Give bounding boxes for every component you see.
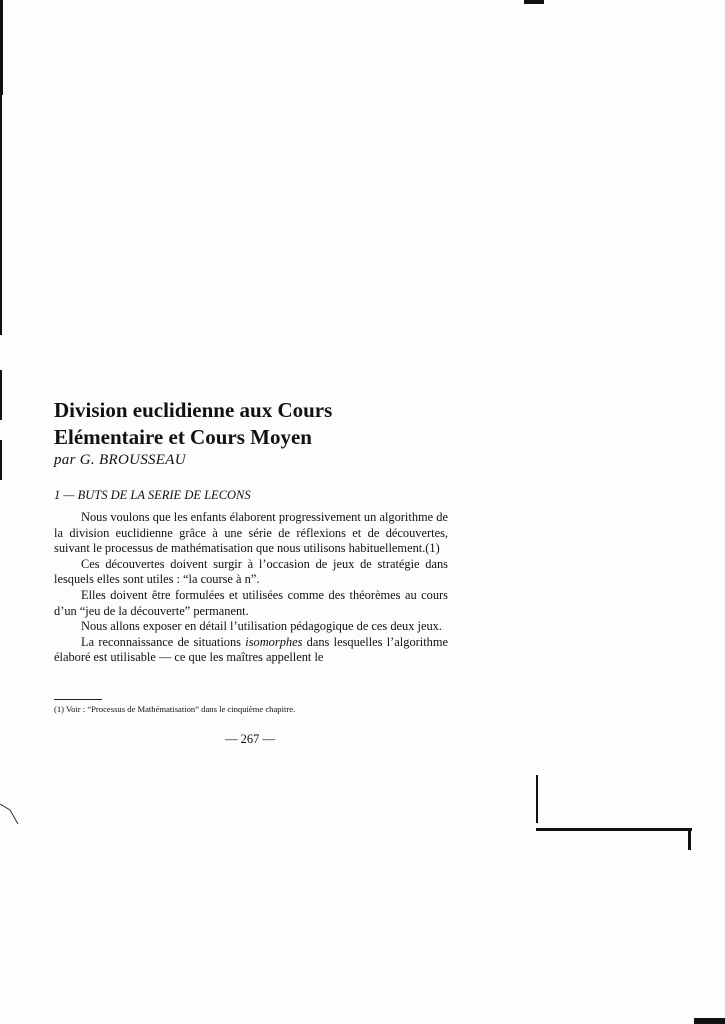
paragraph-2: Ces découvertes doivent surgir à l’occasion de jeux de stratégie dans lesquels elles sont utiles : “la course à n”. <box>54 556 448 587</box>
paragraph-5-emphasis: isomorphes <box>245 634 303 649</box>
scan-mark-bottom-left-lines <box>0 800 24 826</box>
footnote: (1) Voir : “Processus de Mathématisation” dans le cinquième chapitre. <box>54 704 296 714</box>
article-title <box>54 397 514 451</box>
scan-mark-bottom-right-bar <box>694 1018 725 1024</box>
scan-mark-right-horizontal <box>536 828 692 831</box>
page-number: — 267 — <box>225 732 275 746</box>
article-author: par G. BROUSSEAU <box>54 452 186 468</box>
paragraph-5 <box>54 635 448 666</box>
paragraph-3: Elles doivent être formulées et utilisées comme des théorèmes au cours d’un “jeu de la découverte” permanent. <box>54 587 448 618</box>
paragraph-5-text-before: La reconnaissance de situations <box>81 634 246 649</box>
section-body <box>54 510 448 666</box>
scan-mark-left-edge-middle <box>0 370 2 420</box>
section-heading: 1 — BUTS DE LA SERIE DE LECONS <box>54 488 251 502</box>
scan-mark-right-tick <box>688 828 691 850</box>
paragraph-5-text-after: dans lesquelles l’algorithme élaboré est utilisable — ce que les maîtres appellent le <box>54 634 448 665</box>
paragraph-1: Nous voulons que les enfants élaborent progressivement un algorithme de la division euclidienne grâce à une série de réflexions et de découvertes, suivant le processus de mathématisation que nous utilisons habituellement.(1) <box>54 510 448 556</box>
paragraph-4: Nous allons exposer en détail l’utilisation pédagogique de ces deux jeux. <box>81 619 442 634</box>
scan-mark-top-bar <box>524 0 544 4</box>
scan-mark-left-edge-upper <box>0 95 2 335</box>
scan-mark-left-edge-top <box>0 0 3 95</box>
article-title-line-2: Elémentaire et Cours Moyen <box>54 425 312 449</box>
scan-mark-right-vertical <box>536 775 538 823</box>
footnote-divider <box>54 699 102 700</box>
scan-mark-left-edge-lower <box>0 440 2 480</box>
article-title-line-1: Division euclidienne aux Cours <box>54 398 333 422</box>
